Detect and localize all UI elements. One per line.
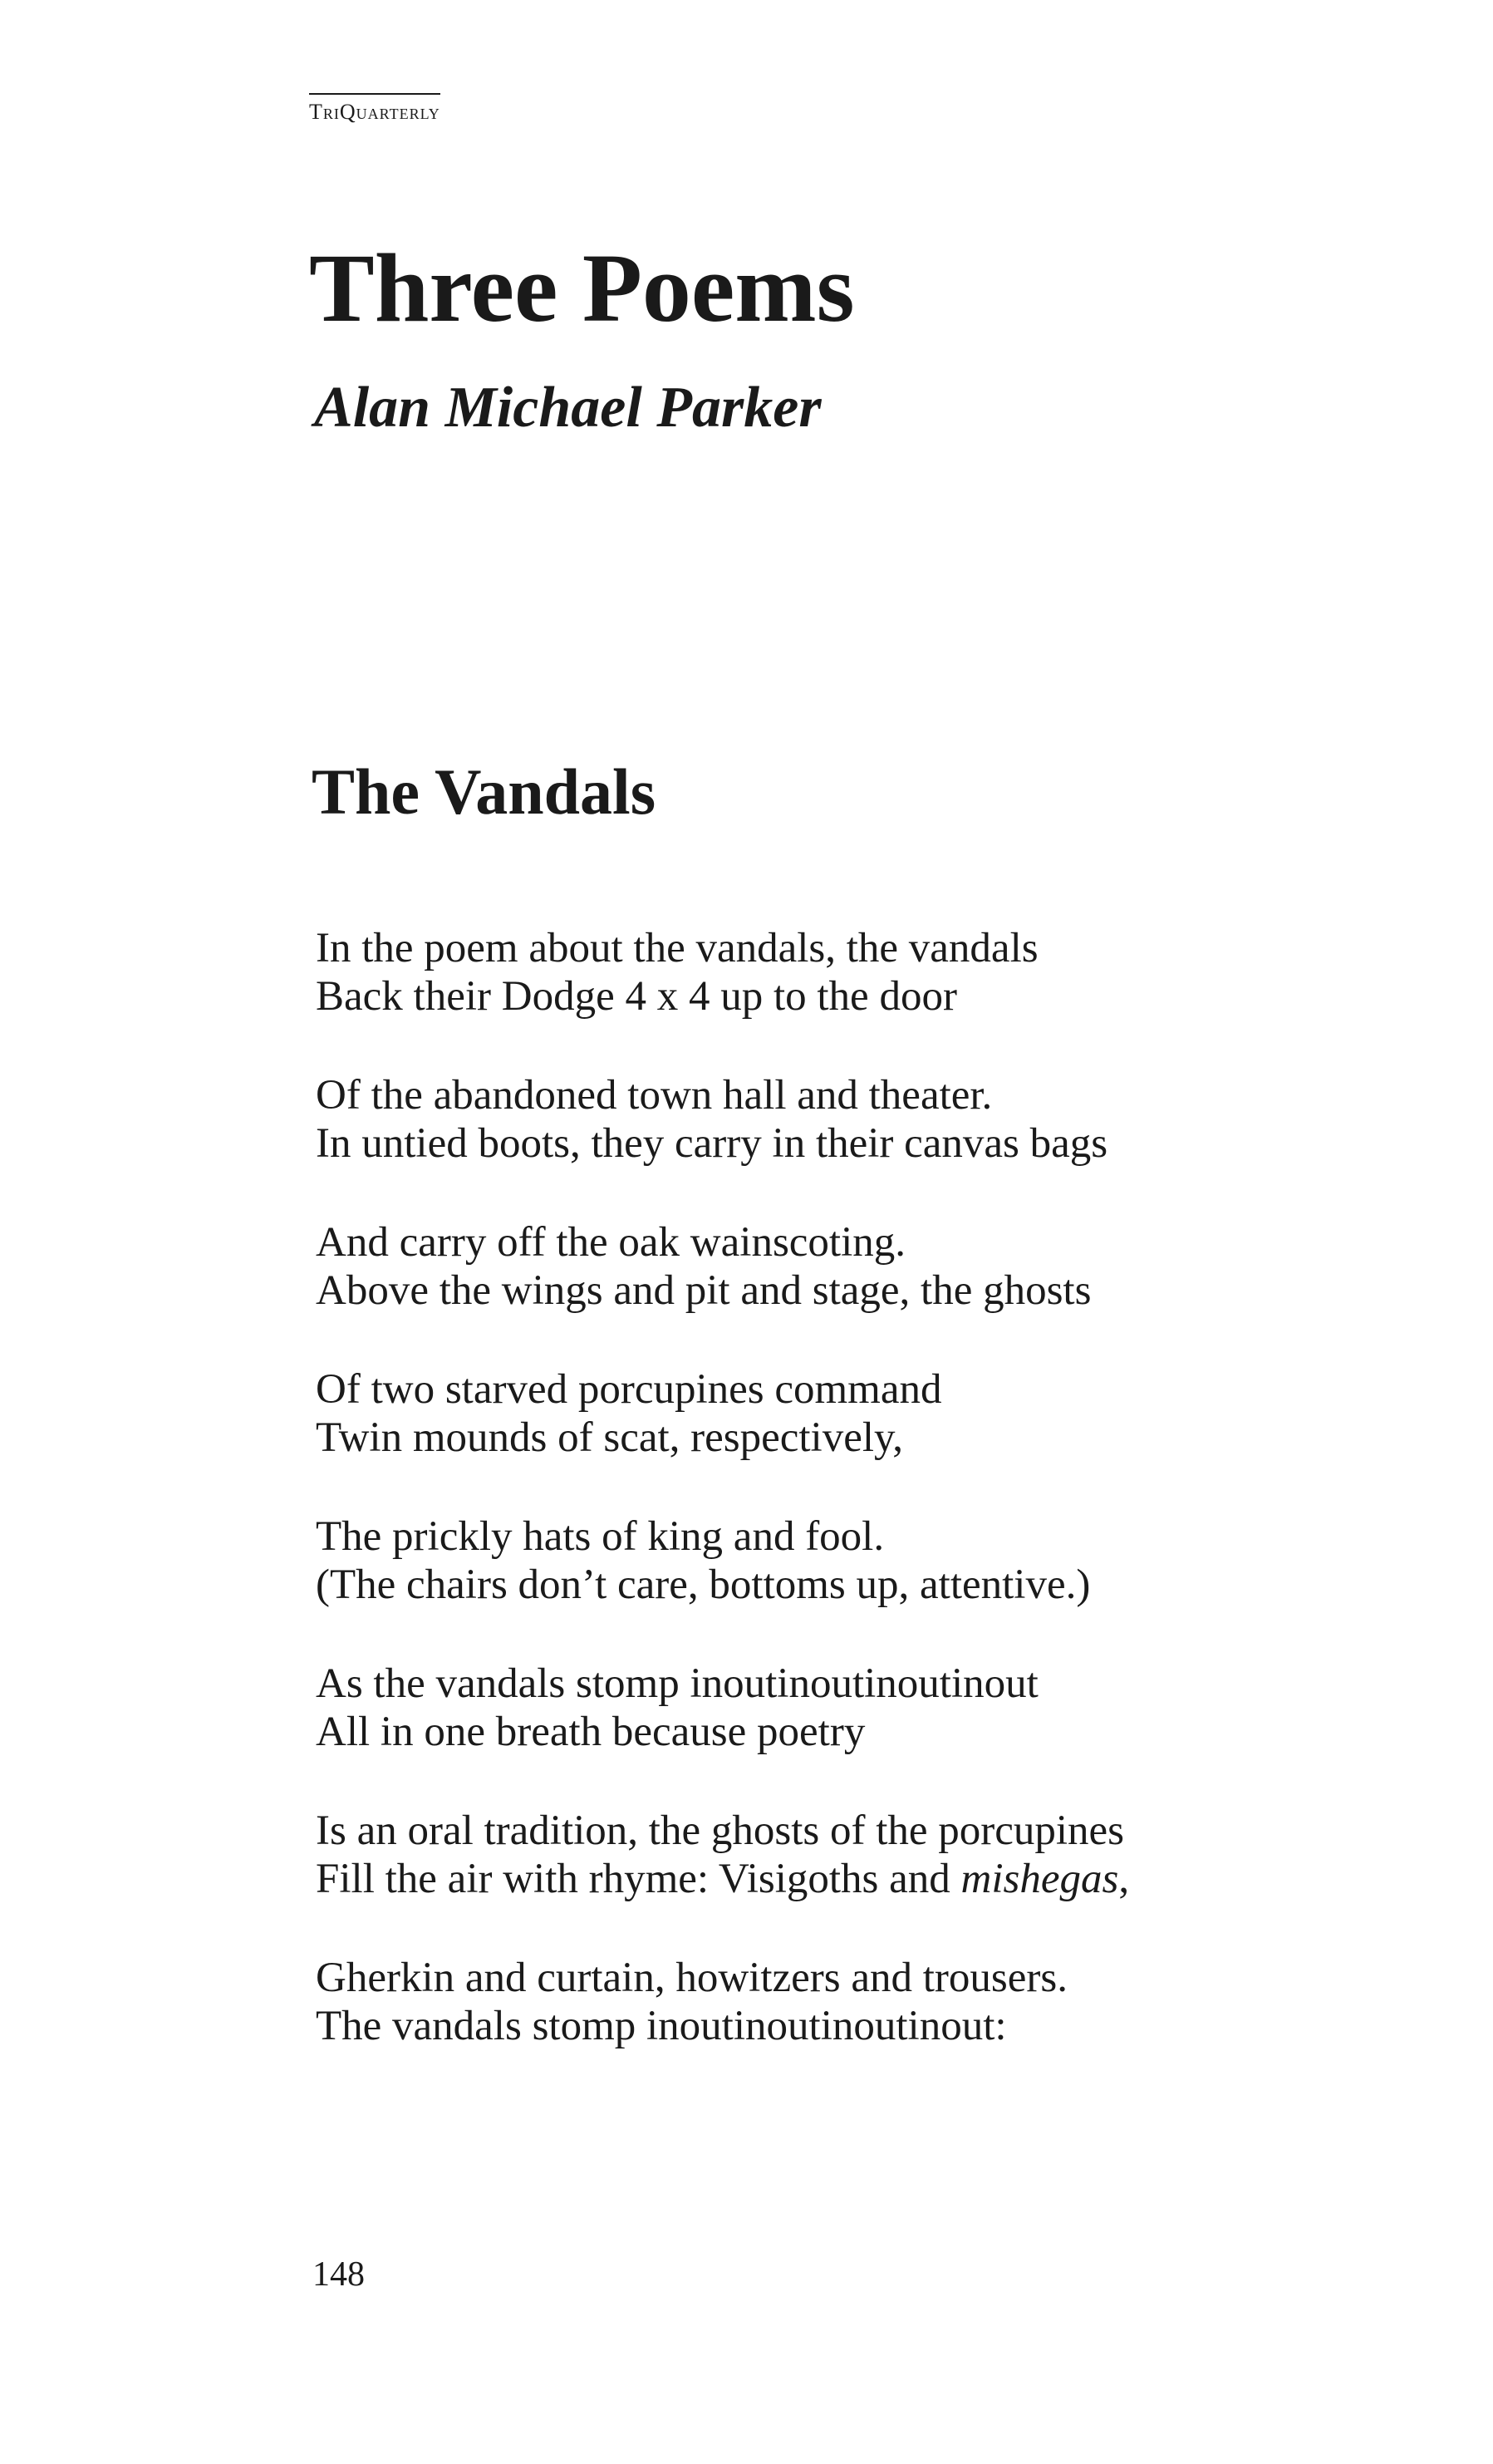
- poem-line: In the poem about the vandals, the vandals: [316, 925, 1039, 971]
- italic-word: mishegas: [960, 1856, 1119, 1902]
- poem-line: As the vandals stomp inoutinoutinoutinout: [316, 1660, 1039, 1707]
- poem-line-punctuation: ,: [1118, 1856, 1130, 1902]
- poem-line: The prickly hats of king and fool.: [316, 1513, 885, 1560]
- stanza-8: [316, 1954, 1462, 2050]
- stanza-2: [316, 1071, 1462, 1168]
- stanza-5: [316, 1512, 1462, 1609]
- poem-line: Gherkin and curtain, howitzers and trousers.: [316, 1955, 1068, 2001]
- poem-line: Of two starved porcupines command: [316, 1366, 942, 1413]
- poem-line: In untied boots, they carry in their canvas bags: [316, 1120, 1108, 1167]
- stanza-7: [316, 1807, 1462, 1903]
- stanza-1: [316, 924, 1462, 1021]
- poem-line-text: Fill the air with rhyme: Visigoths and: [316, 1856, 961, 1902]
- author-name: Alan Michael Parker: [314, 376, 822, 440]
- poem-line: Back their Dodge 4 x 4 up to the door: [316, 973, 957, 1020]
- poem-title: The Vandals: [312, 755, 656, 828]
- poem-line: And carry off the oak wainscoting.: [316, 1219, 906, 1266]
- poem-line: All in one breath because poetry: [316, 1709, 866, 1755]
- poem-line: Twin mounds of scat, respectively,: [316, 1414, 903, 1461]
- stanza-4: [316, 1365, 1462, 1462]
- poem-line: The vandals stomp inoutinoutinoutinout:: [316, 2003, 1007, 2049]
- poem-line: Above the wings and pit and stage, the ghosts: [316, 1267, 1092, 1314]
- poem-line: (The chairs don’t care, bottoms up, attentive.): [316, 1562, 1091, 1608]
- page-number: 148: [312, 2255, 365, 2294]
- running-head: TriQuarterly: [309, 93, 440, 123]
- stanza-6: [316, 1660, 1462, 1756]
- stanza-3: [316, 1218, 1462, 1315]
- article-title: Three Poems: [309, 234, 855, 342]
- poem-body: [316, 924, 1462, 2101]
- poem-line-with-italic: [316, 1855, 1462, 1903]
- poem-line: Of the abandoned town hall and theater.: [316, 1072, 993, 1119]
- poem-line: Is an oral tradition, the ghosts of the porcupines: [316, 1807, 1125, 1854]
